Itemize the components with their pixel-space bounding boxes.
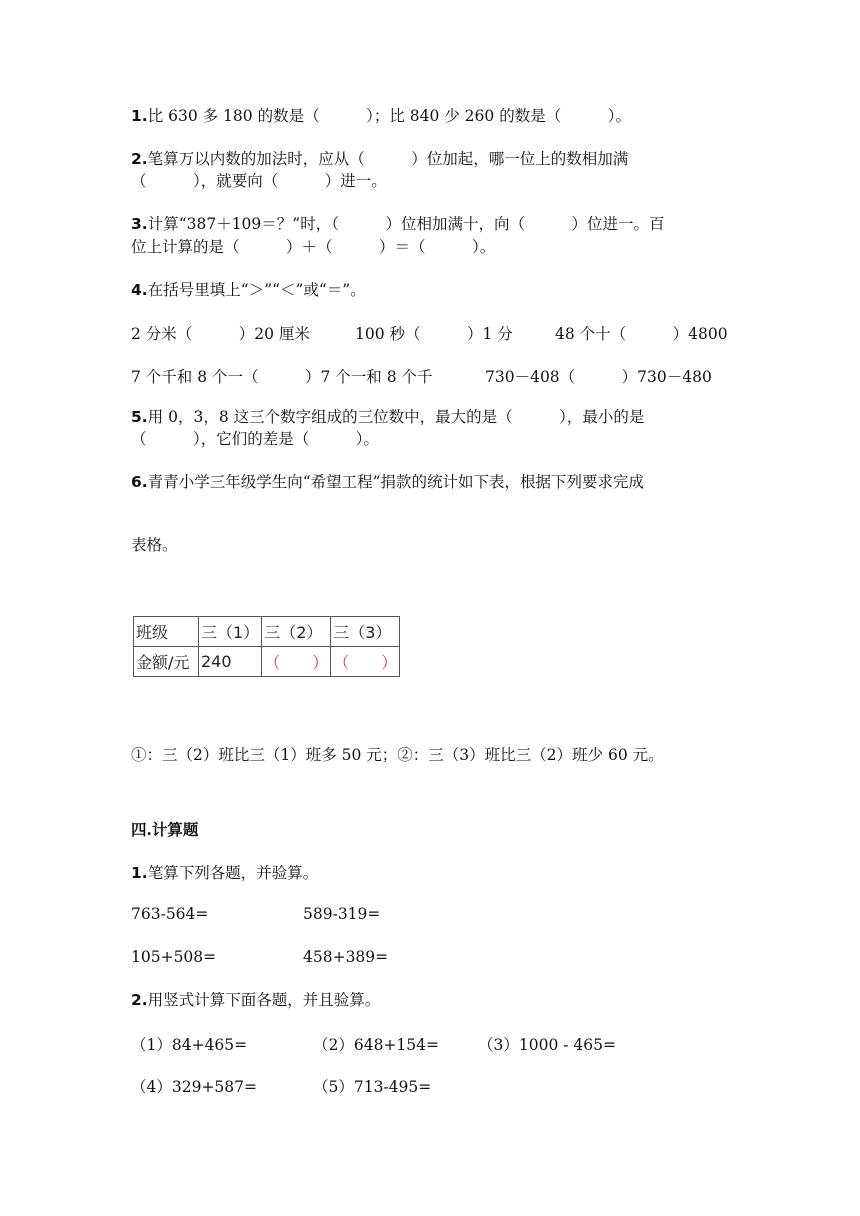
- table-cell: 240: [199, 647, 262, 677]
- table-row: [134, 647, 400, 677]
- question-text: 比 630 多 180 的数是（ ）；比 840 少 260 的数是（ ）。: [147, 107, 631, 125]
- question-text: 青青小学三年级学生向“希望工程”捐款的统计如下表，根据下列要求完成: [147, 473, 645, 491]
- table-cell: 金额/元: [134, 647, 199, 677]
- question-4: [131, 280, 366, 300]
- question-3: [131, 214, 664, 234]
- question-6: [131, 472, 644, 492]
- question-5-line-2: （ ），它们的差是（ ）。: [131, 430, 380, 448]
- answer-blank: （ ）: [331, 647, 400, 677]
- calc-question-2: [131, 990, 380, 1010]
- table-cell: 三（3）: [331, 617, 400, 647]
- question-number: 1.: [131, 107, 148, 125]
- question-number: 2.: [131, 150, 148, 168]
- question-number: 3.: [131, 215, 148, 233]
- question-number: 5.: [131, 408, 148, 426]
- question-2: [131, 149, 628, 169]
- calc-item: 458+389=: [303, 948, 389, 966]
- calc-item: 105+508=: [131, 948, 217, 966]
- calc-item: （4）329+587=: [131, 1078, 258, 1096]
- table-cell: 三（1）: [199, 617, 262, 647]
- question-text: 计算“387＋109＝？”时，（ ）位相加满十，向（ ）位进一。百: [147, 215, 665, 233]
- calc-item: （2）648+154=: [313, 1036, 440, 1054]
- question-6-line-2: 表格。: [131, 536, 178, 554]
- question-number: 2.: [131, 991, 148, 1009]
- question-text: 在括号里填上“＞”“＜”或“＝”。: [147, 281, 366, 299]
- compare-item: 48 个十（ ）4800: [555, 325, 728, 343]
- table-header-row: [134, 617, 400, 647]
- compare-item: 730－408（ ）730－480: [485, 368, 712, 386]
- table-cell: 三（2）: [262, 617, 331, 647]
- calc-item: 763-564=: [131, 905, 209, 923]
- question-number: 4.: [131, 281, 148, 299]
- question-number: 1.: [131, 864, 148, 882]
- question-6-note: ①：三（2）班比三（1）班多 50 元；②：三（3）班比三（2）班少 60 元。: [131, 746, 664, 764]
- table-cell: 班级: [134, 617, 199, 647]
- question-text: 笔算下列各题，并验算。: [147, 864, 319, 882]
- answer-blank: （ ）: [262, 647, 331, 677]
- calc-item: （5）713-495=: [313, 1078, 432, 1096]
- question-1: [131, 106, 631, 126]
- section-title: 四.计算题: [131, 820, 199, 839]
- question-number: 6.: [131, 473, 148, 491]
- compare-item: 2 分米（ ）20 厘米: [131, 325, 310, 343]
- question-2-line-2: （ ），就要向（ ）进一。: [131, 172, 387, 190]
- compare-item: 7 个千和 8 个一（ ）7 个一和 8 个千: [131, 368, 433, 386]
- compare-item: 100 秒（ ）1 分: [355, 325, 513, 343]
- calc-item: 589-319=: [303, 905, 381, 923]
- question-3-line-2: 位上计算的是（ ）＋（ ）＝（ ）。: [131, 238, 496, 256]
- question-5: [131, 407, 644, 427]
- donation-table: [133, 616, 400, 677]
- question-text: 笔算万以内数的加法时，应从（ ）位加起，哪一位上的数相加满: [147, 150, 629, 168]
- calc-item: （1）84+465=: [131, 1036, 248, 1054]
- calc-question-1: [131, 863, 318, 883]
- question-text: 用 0，3，8 这三个数字组成的三位数中，最大的是（ ），最小的是: [147, 408, 645, 426]
- calc-item: （3）1000 - 465=: [478, 1036, 616, 1054]
- question-text: 用竖式计算下面各题，并且验算。: [147, 991, 381, 1009]
